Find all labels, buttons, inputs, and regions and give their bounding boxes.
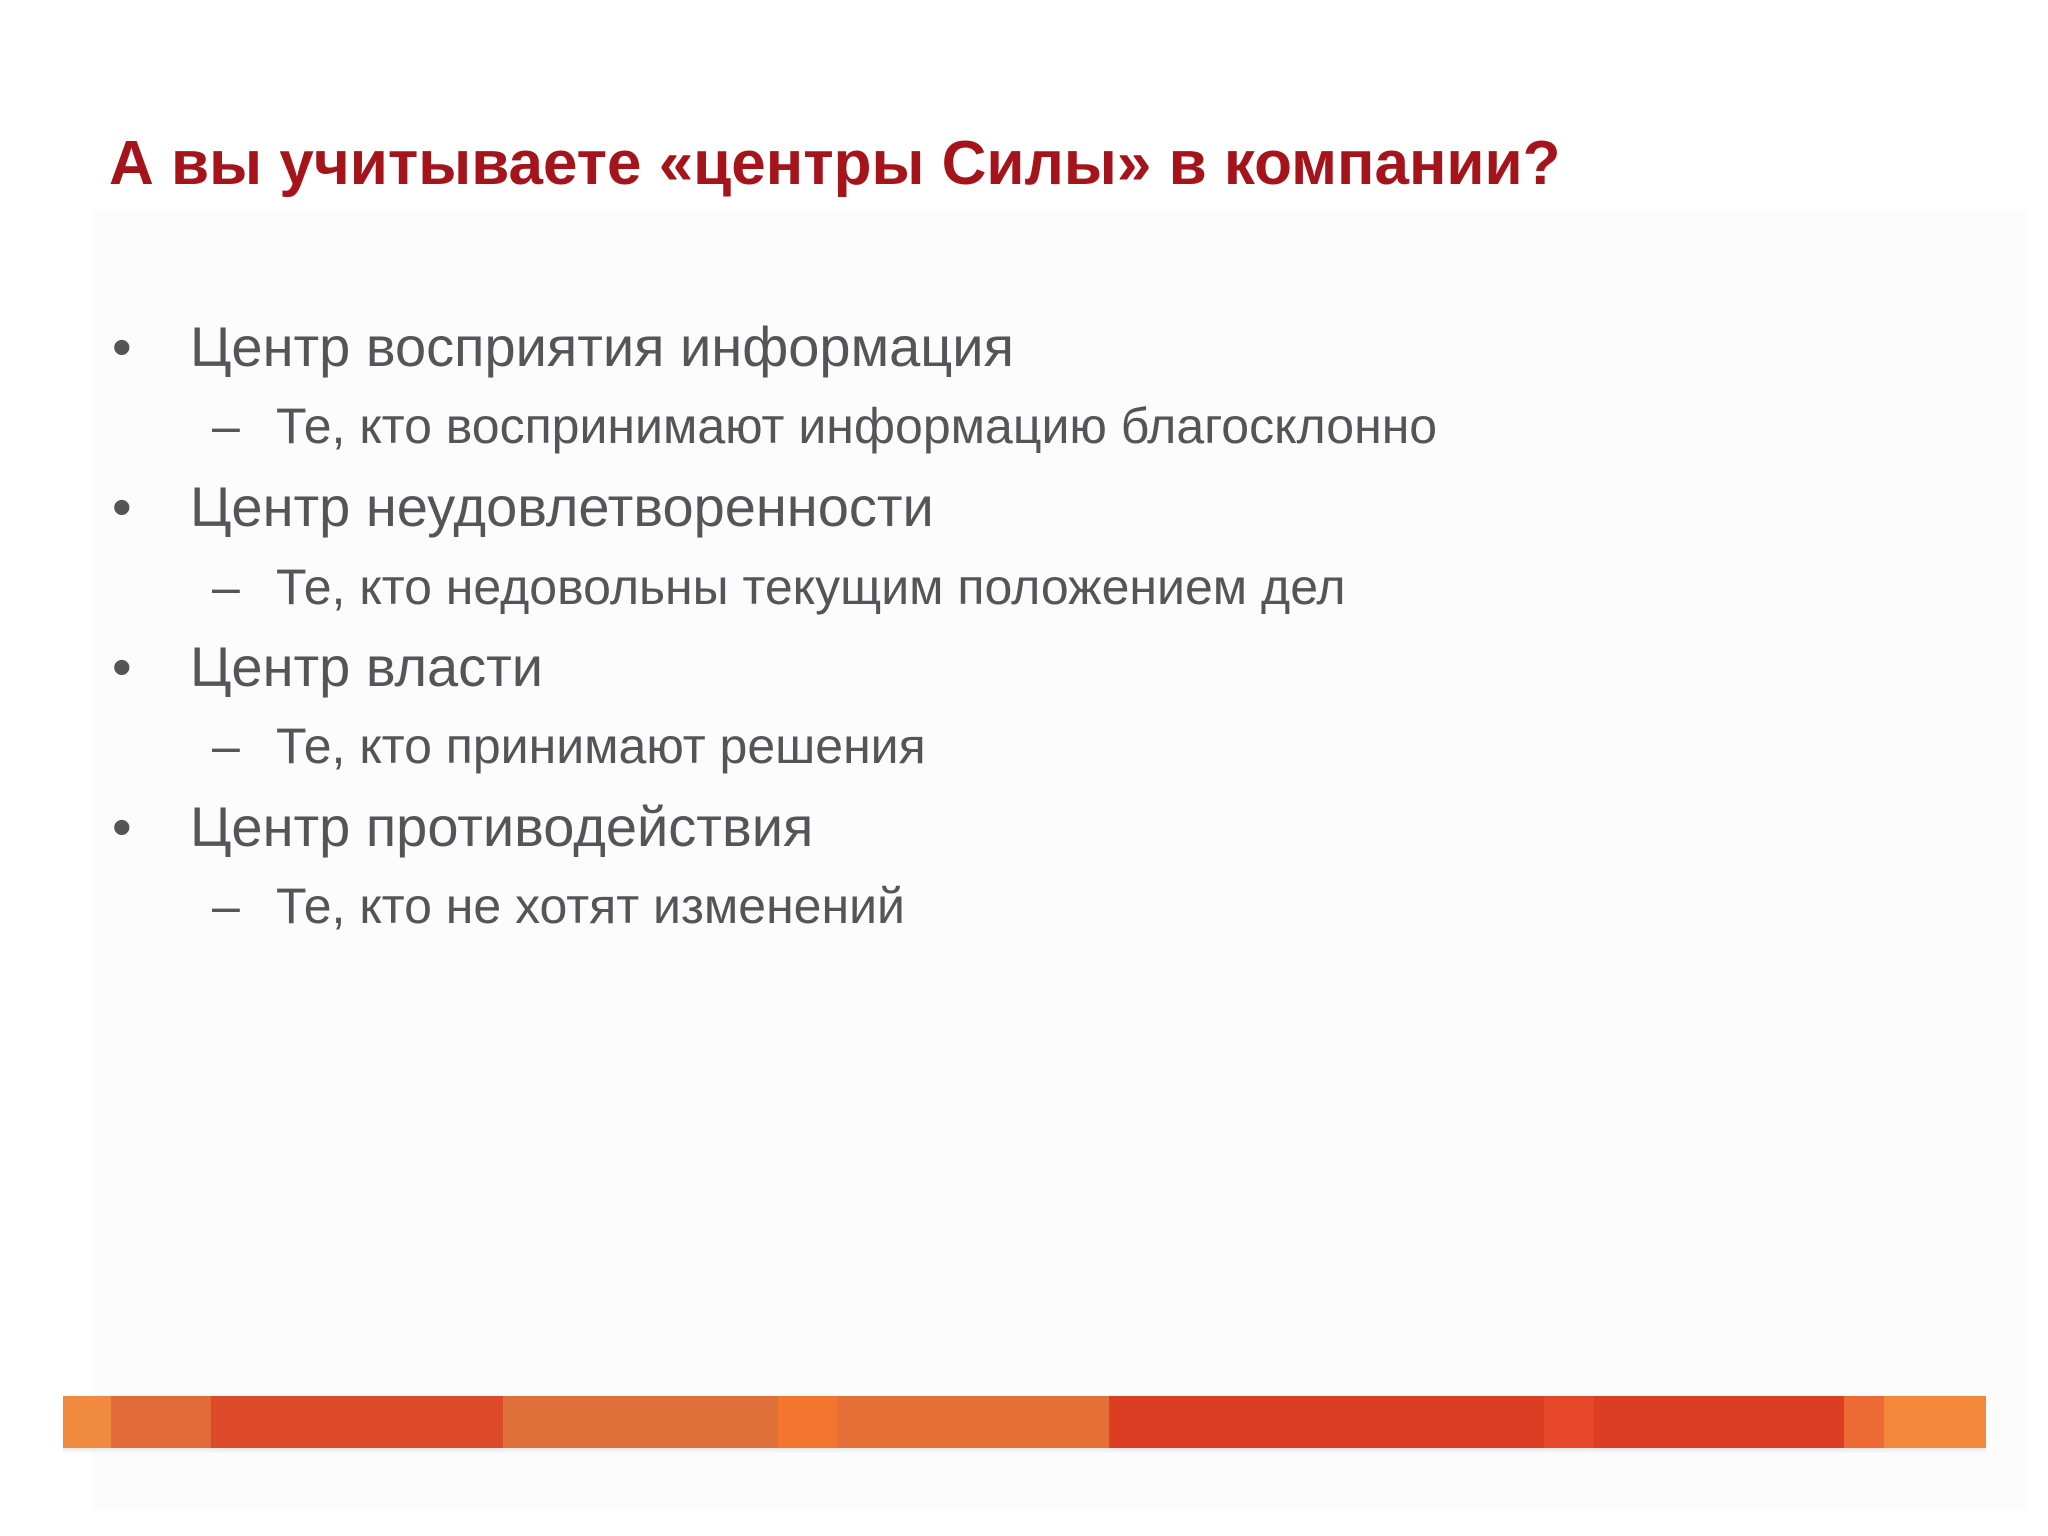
band-segment xyxy=(837,1396,1109,1448)
bullet-text: Центр власти xyxy=(190,635,544,698)
bullet-text: Центр восприятия информация xyxy=(190,315,1014,378)
bullet-marker: • xyxy=(112,635,132,698)
dash-marker: – xyxy=(212,878,240,934)
band-segment xyxy=(111,1396,211,1448)
band-shadow xyxy=(63,1448,1986,1454)
band-segment xyxy=(778,1396,837,1448)
sub-bullet-text: Те, кто недовольны текущим положением дел xyxy=(276,559,1346,615)
bullet-marker: • xyxy=(112,315,132,378)
slide-title: А вы учитываете «центры Силы» в компании? xyxy=(109,129,1561,198)
bullet-marker: • xyxy=(112,475,132,538)
sub-bullet-text: Те, кто воспринимают информацию благосклонно xyxy=(276,398,1438,454)
dash-marker: – xyxy=(212,559,240,615)
band-segment xyxy=(503,1396,778,1448)
sub-bullet-text: Те, кто принимают решения xyxy=(276,718,926,774)
band-segment xyxy=(1844,1396,1884,1448)
sub-bullet-text: Те, кто не хотят изменений xyxy=(276,878,905,934)
decorative-color-band xyxy=(63,1396,1986,1448)
band-segment xyxy=(1109,1396,1544,1448)
band-segment xyxy=(63,1396,111,1448)
dash-marker: – xyxy=(212,718,240,774)
band-segment xyxy=(1544,1396,1594,1448)
dash-marker: – xyxy=(212,398,240,454)
band-segment xyxy=(211,1396,503,1448)
bullet-text: Центр противодействия xyxy=(190,795,814,858)
band-segment xyxy=(1594,1396,1844,1448)
bullet-text: Центр неудовлетворенности xyxy=(190,475,934,538)
bullet-marker: • xyxy=(112,795,132,858)
band-segment xyxy=(1884,1396,1986,1448)
